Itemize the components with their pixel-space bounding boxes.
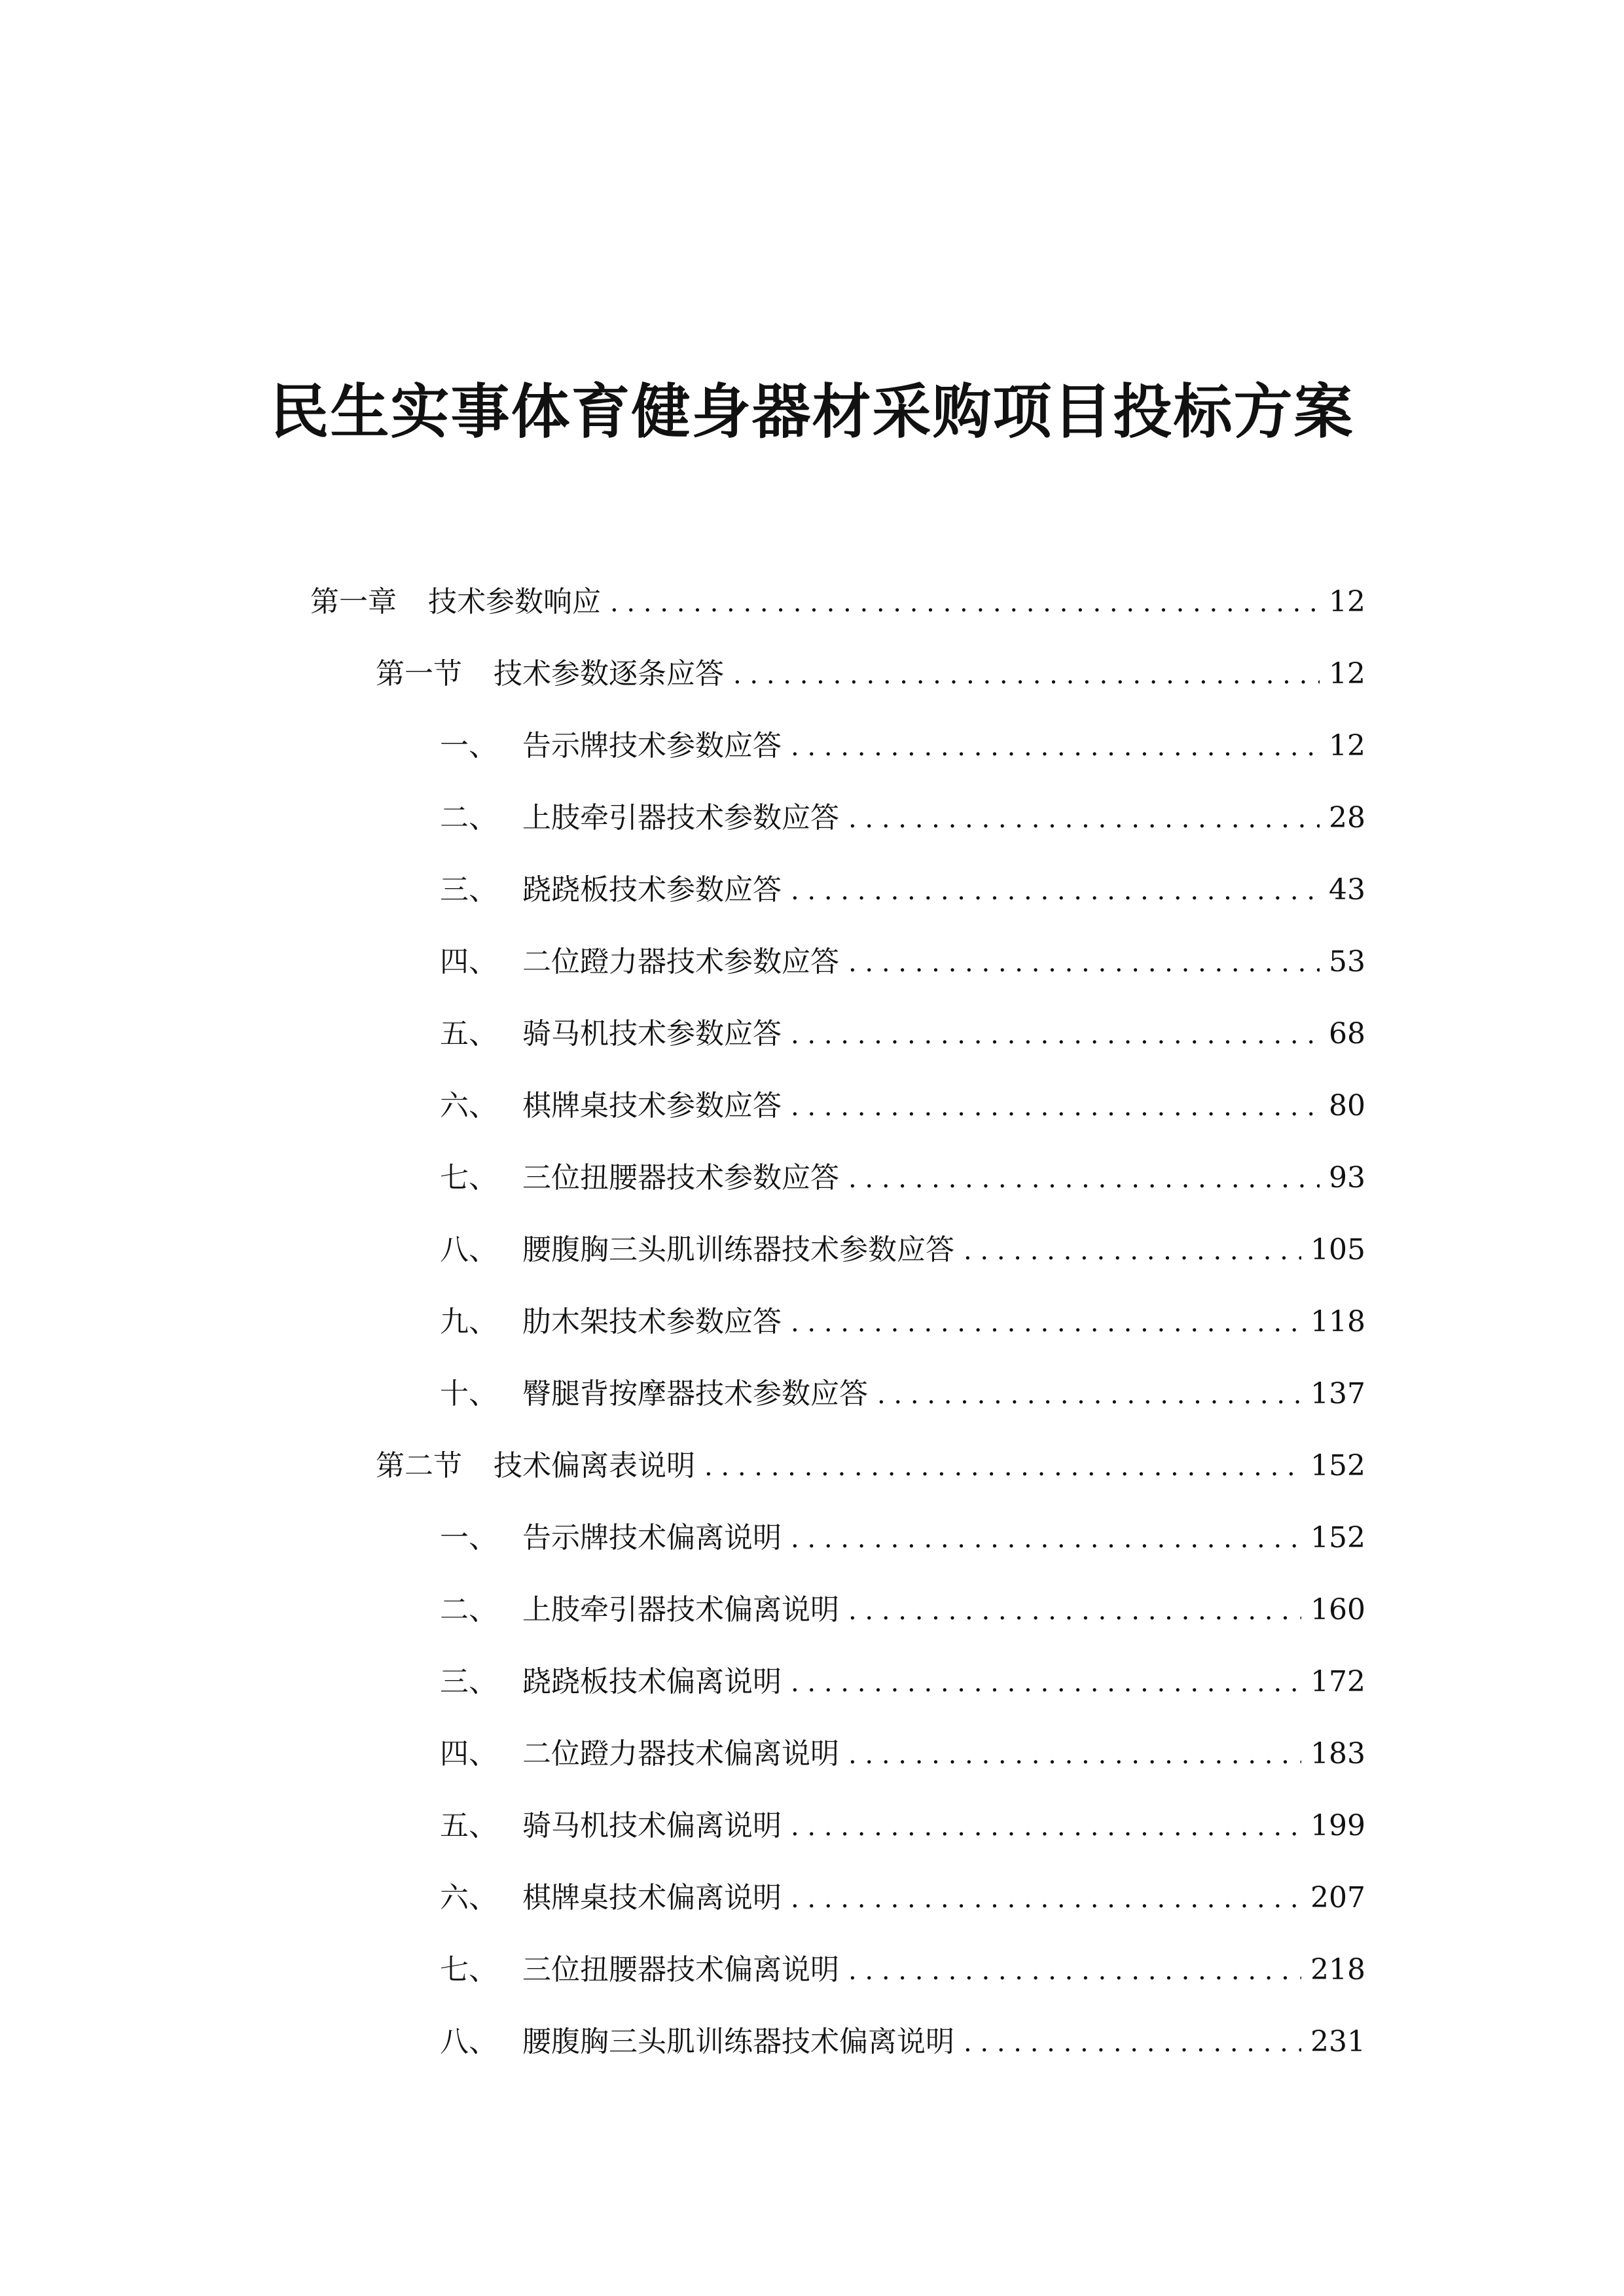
- toc-entry-label: [310, 576, 601, 628]
- toc-entry-text: 棋牌桌技术偏离说明: [522, 1881, 782, 1914]
- toc-entry-number: 四、: [440, 1737, 497, 1770]
- toc-leader-dots: [791, 1657, 1301, 1709]
- toc-entry-label: [440, 1728, 839, 1780]
- toc-entry-text: 告示牌技术参数应答: [522, 729, 782, 762]
- toc-entry-text: 臀腿背按摩器技术参数应答: [522, 1377, 868, 1410]
- toc-entry-label: [440, 1224, 954, 1276]
- toc-entry-number: 七、: [440, 1161, 497, 1194]
- toc-entry-text: 腰腹胸三头肌训练器技术参数应答: [522, 1233, 954, 1266]
- table-of-contents: [0, 576, 1624, 2094]
- toc-entry-text: 三位扭腰器技术参数应答: [522, 1161, 839, 1194]
- toc-leader-dots: [848, 1153, 1320, 1205]
- toc-entry-item[interactable]: [440, 2016, 1365, 2068]
- toc-entry-number: 八、: [440, 1233, 497, 1266]
- toc-entry-text: 上肢牵引器技术偏离说明: [522, 1593, 839, 1626]
- toc-leader-dots: [848, 937, 1320, 989]
- toc-entry-number: 三、: [440, 873, 497, 906]
- toc-entry-text: 肋木架技术参数应答: [522, 1305, 782, 1338]
- toc-entry-text: 骑马机技术参数应答: [522, 1017, 782, 1050]
- toc-entry-number: 五、: [440, 1017, 497, 1050]
- toc-entry-item[interactable]: [440, 1944, 1365, 1996]
- toc-entry-label: [440, 1512, 782, 1564]
- toc-entry-number: 二、: [440, 801, 497, 834]
- toc-leader-dots: [791, 865, 1320, 917]
- toc-entry-item[interactable]: [440, 1584, 1365, 1636]
- toc-entry-page: 152: [1310, 1449, 1365, 1482]
- toc-entry-number: 第一节: [376, 657, 462, 691]
- toc-leader-dots: [791, 1009, 1320, 1061]
- toc-entry-item[interactable]: [440, 936, 1365, 988]
- toc-entry-label: [440, 1800, 782, 1852]
- toc-entry-text: 技术参数响应: [428, 585, 601, 619]
- toc-leader-dots: [791, 721, 1320, 773]
- toc-leader-dots: [848, 1729, 1301, 1781]
- toc-entry-number: 第二节: [376, 1449, 462, 1482]
- toc-entry-page: 68: [1329, 1017, 1365, 1050]
- toc-entry-label: [440, 1080, 782, 1132]
- toc-entry-label: [440, 864, 782, 916]
- toc-entry-number: 十、: [440, 1377, 497, 1410]
- toc-entry-label: [440, 936, 839, 988]
- toc-entry-item[interactable]: [440, 1512, 1365, 1564]
- toc-entry-item[interactable]: [440, 1152, 1365, 1204]
- toc-entry-section[interactable]: [376, 648, 1365, 700]
- toc-entry-text: 棋牌桌技术参数应答: [522, 1089, 782, 1122]
- toc-entry-label: [440, 720, 782, 772]
- toc-entry-page: 160: [1310, 1593, 1365, 1626]
- toc-entry-label: [440, 1368, 868, 1420]
- toc-entry-text: 二位蹬力器技术参数应答: [522, 945, 839, 978]
- toc-leader-dots: [964, 2017, 1301, 2069]
- toc-leader-dots: [733, 649, 1320, 701]
- toc-entry-number: 三、: [440, 1665, 497, 1698]
- toc-entry-number: 一、: [440, 1521, 497, 1554]
- toc-leader-dots: [877, 1369, 1301, 1421]
- toc-entry-number: 六、: [440, 1089, 497, 1122]
- toc-entry-item[interactable]: [440, 1656, 1365, 1708]
- toc-leader-dots: [610, 577, 1320, 629]
- toc-entry-text: 跷跷板技术偏离说明: [522, 1665, 782, 1698]
- toc-entry-label: [440, 1008, 782, 1060]
- toc-entry-number: 四、: [440, 945, 497, 978]
- toc-entry-text: 三位扭腰器技术偏离说明: [522, 1953, 839, 1986]
- toc-entry-item[interactable]: [440, 1224, 1365, 1276]
- toc-entry-label: [440, 2016, 954, 2068]
- toc-entry-page: 93: [1329, 1161, 1365, 1194]
- toc-entry-page: 80: [1329, 1089, 1365, 1122]
- toc-entry-label: [440, 792, 839, 844]
- toc-leader-dots: [791, 1513, 1301, 1565]
- document-title: 民生实事体育健身器材采购项目投标方案: [270, 378, 1354, 447]
- toc-entry-text: 腰腹胸三头肌训练器技术偏离说明: [522, 2025, 954, 2058]
- toc-entry-page: 231: [1310, 2025, 1365, 2058]
- toc-entry-label: [376, 1440, 695, 1492]
- toc-leader-dots: [848, 793, 1320, 845]
- toc-entry-page: 43: [1329, 873, 1365, 906]
- toc-entry-number: 八、: [440, 2025, 497, 2058]
- toc-entry-item[interactable]: [440, 864, 1365, 916]
- toc-entry-page: 53: [1329, 945, 1365, 978]
- toc-entry-page: 105: [1310, 1233, 1365, 1266]
- toc-entry-item[interactable]: [440, 1368, 1365, 1420]
- toc-entry-item[interactable]: [440, 1296, 1365, 1348]
- toc-entry-page: 28: [1329, 801, 1365, 834]
- toc-leader-dots: [964, 1225, 1301, 1277]
- toc-entry-number: 七、: [440, 1953, 497, 1986]
- toc-entry-page: 207: [1310, 1881, 1365, 1914]
- toc-entry-label: [440, 1296, 782, 1348]
- toc-entry-number: 二、: [440, 1593, 497, 1626]
- toc-entry-page: 118: [1310, 1305, 1365, 1338]
- toc-entry-text: 二位蹬力器技术偏离说明: [522, 1737, 839, 1770]
- toc-leader-dots: [791, 1801, 1301, 1853]
- toc-entry-text: 跷跷板技术参数应答: [522, 873, 782, 906]
- toc-entry-chapter[interactable]: [310, 576, 1365, 628]
- toc-entry-item[interactable]: [440, 792, 1365, 844]
- toc-leader-dots: [704, 1441, 1301, 1493]
- toc-entry-page: 12: [1329, 729, 1365, 762]
- toc-entry-label: [440, 1872, 782, 1924]
- toc-entry-page: 12: [1329, 585, 1365, 619]
- toc-entry-page: 218: [1310, 1953, 1365, 1986]
- toc-entry-label: [440, 1584, 839, 1636]
- toc-entry-text: 骑马机技术偏离说明: [522, 1809, 782, 1842]
- toc-entry-item[interactable]: [440, 1800, 1365, 1852]
- toc-entry-text: 上肢牵引器技术参数应答: [522, 801, 839, 834]
- toc-leader-dots: [791, 1081, 1320, 1133]
- toc-entry-label: [440, 1152, 839, 1204]
- toc-entry-item[interactable]: [440, 1872, 1365, 1924]
- toc-entry-label: [376, 648, 724, 700]
- toc-entry-page: 137: [1310, 1377, 1365, 1410]
- toc-entry-number: 九、: [440, 1305, 497, 1338]
- toc-entry-item[interactable]: [440, 720, 1365, 772]
- toc-entry-page: 172: [1310, 1665, 1365, 1698]
- toc-entry-text: 告示牌技术偏离说明: [522, 1521, 782, 1554]
- toc-entry-number: 五、: [440, 1809, 497, 1842]
- toc-entry-number: 第一章: [310, 585, 397, 619]
- toc-leader-dots: [848, 1945, 1301, 1997]
- toc-leader-dots: [791, 1297, 1301, 1349]
- toc-entry-number: 六、: [440, 1881, 497, 1914]
- toc-entry-page: 199: [1310, 1809, 1365, 1842]
- toc-entry-label: [440, 1656, 782, 1708]
- toc-leader-dots: [848, 1585, 1301, 1637]
- toc-entry-item[interactable]: [440, 1080, 1365, 1132]
- toc-entry-section[interactable]: [376, 1440, 1365, 1492]
- toc-entry-page: 152: [1310, 1521, 1365, 1554]
- toc-entry-item[interactable]: [440, 1728, 1365, 1780]
- toc-entry-item[interactable]: [440, 1008, 1365, 1060]
- toc-entry-text: 技术偏离表说明: [494, 1449, 695, 1482]
- toc-entry-number: 一、: [440, 729, 497, 762]
- toc-leader-dots: [791, 1873, 1301, 1925]
- toc-entry-page: 183: [1310, 1737, 1365, 1770]
- toc-entry-label: [440, 1944, 839, 1996]
- toc-entry-page: 12: [1329, 657, 1365, 691]
- toc-entry-text: 技术参数逐条应答: [494, 657, 724, 691]
